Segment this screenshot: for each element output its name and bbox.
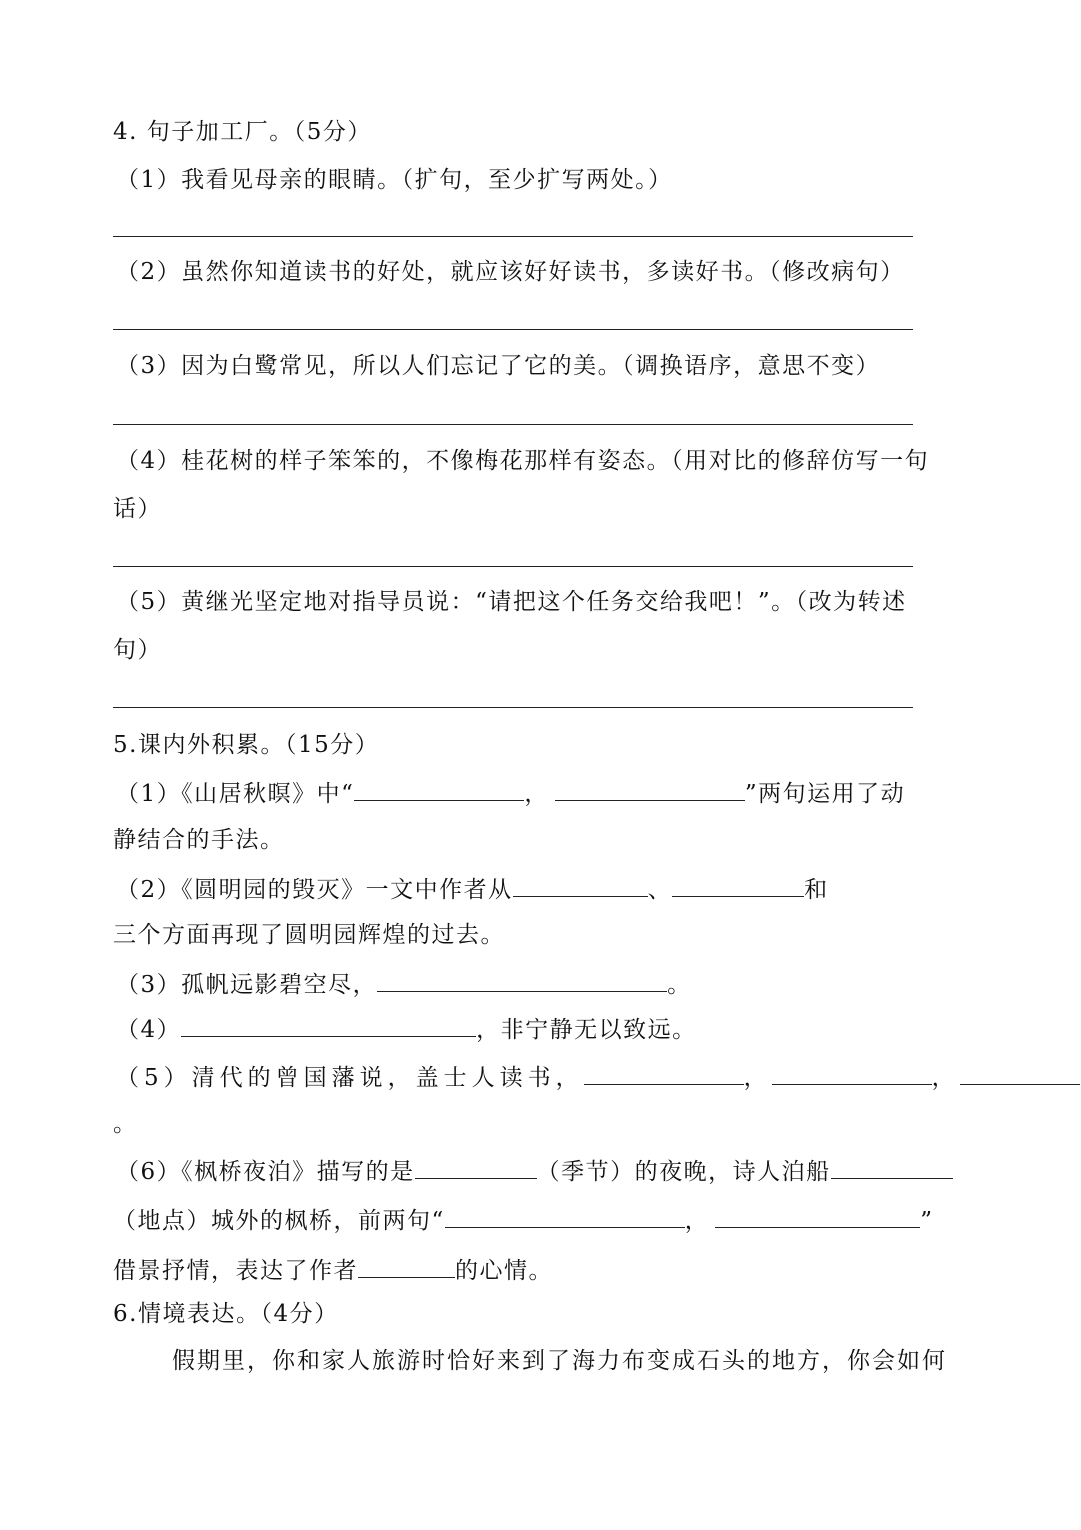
fill-blank[interactable] (772, 1060, 932, 1085)
answer-line-3[interactable] (113, 424, 913, 425)
text: ， (743, 1065, 772, 1091)
q5-item-6-cont (113, 1203, 934, 1236)
q5-item-1 (116, 776, 905, 809)
fill-blank[interactable] (555, 776, 745, 801)
text: （2）《圆明园的毁灭》一文中作者从 (116, 877, 513, 903)
q4-item-1: （1）我看见母亲的眼睛。（扩句，至少扩写两处。） (116, 167, 673, 193)
q4-item-5: （5）黄继光坚定地对指导员说：“请把这个任务交给我吧！”。（改为转述 (116, 589, 907, 615)
q4-title: 4. 句子加工厂。（5分） (113, 119, 372, 145)
q4-item-5-cont: 句） (113, 637, 162, 663)
text: 。 (667, 972, 692, 998)
fill-blank[interactable] (672, 872, 804, 897)
q4-item-3: （3）因为白鹭常见，所以人们忘记了它的美。（调换语序，意思不变） (116, 353, 881, 379)
text: （地点）城外的枫桥，前两句“ (113, 1208, 445, 1234)
q5-item-4 (116, 1012, 697, 1045)
q6-text: 假期里，你和家人旅游时恰好来到了海力布变成石头的地方，你会如何 (172, 1348, 947, 1374)
fill-blank[interactable] (445, 1203, 685, 1228)
q5-item-6 (116, 1154, 953, 1187)
q5-item-5-end: 。 (113, 1111, 138, 1137)
q5-item-6-cont2 (113, 1253, 553, 1286)
answer-line-1[interactable] (113, 236, 913, 237)
text: 借景抒情，表达了作者 (113, 1258, 358, 1284)
fill-blank[interactable] (358, 1253, 455, 1278)
text: ， (684, 1208, 710, 1234)
text: 的心情。 (455, 1258, 553, 1284)
fill-blank[interactable] (831, 1154, 953, 1179)
fill-blank[interactable] (181, 1012, 476, 1037)
text: ， (931, 1065, 960, 1091)
text: （4） (116, 1017, 182, 1043)
text: （1）《山居秋暝》中“ (116, 781, 355, 807)
text: 、 (647, 877, 673, 903)
q6-title: 6.情境表达。（4分） (113, 1301, 339, 1327)
text: ， (524, 781, 549, 807)
answer-line-4[interactable] (113, 566, 913, 567)
q4-item-4: （4）桂花树的样子笨笨的，不像梅花那样有姿态。（用对比的修辞仿写一句 (116, 448, 930, 474)
text: ”两句运用了动 (744, 781, 906, 807)
q5-item-3 (116, 967, 692, 1000)
text: （6）《枫桥夜泊》描写的是 (116, 1159, 415, 1185)
q5-title: 5.课内外积累。（15分） (113, 732, 380, 758)
fill-blank[interactable] (960, 1060, 1080, 1085)
fill-blank[interactable] (584, 1060, 744, 1085)
text: （5）清代的曾国藩说，盖士人读书， (116, 1065, 584, 1091)
fill-blank[interactable] (513, 872, 648, 897)
fill-blank[interactable] (354, 776, 524, 801)
answer-line-5[interactable] (113, 707, 913, 708)
text: （季节）的夜晚，诗人泊船 (536, 1159, 831, 1185)
fill-blank[interactable] (415, 1154, 537, 1179)
text: ，非宁静无以致远。 (476, 1017, 697, 1043)
q5-item-2-cont: 三个方面再现了圆明园辉煌的过去。 (113, 922, 505, 948)
answer-line-2[interactable] (113, 329, 913, 330)
fill-blank[interactable] (377, 967, 667, 992)
text: 和 (804, 877, 829, 903)
q5-item-2 (116, 872, 829, 905)
fill-blank[interactable] (715, 1203, 920, 1228)
q4-item-4-cont: 话） (113, 496, 162, 522)
q5-item-5 (116, 1060, 1080, 1093)
q5-item-1-cont: 静结合的手法。 (113, 827, 285, 853)
text: ” (920, 1208, 934, 1234)
text: （3）孤帆远影碧空尽， (116, 972, 378, 998)
q4-item-2: （2）虽然你知道读书的好处，就应该好好读书，多读好书。（修改病句） (116, 259, 905, 285)
